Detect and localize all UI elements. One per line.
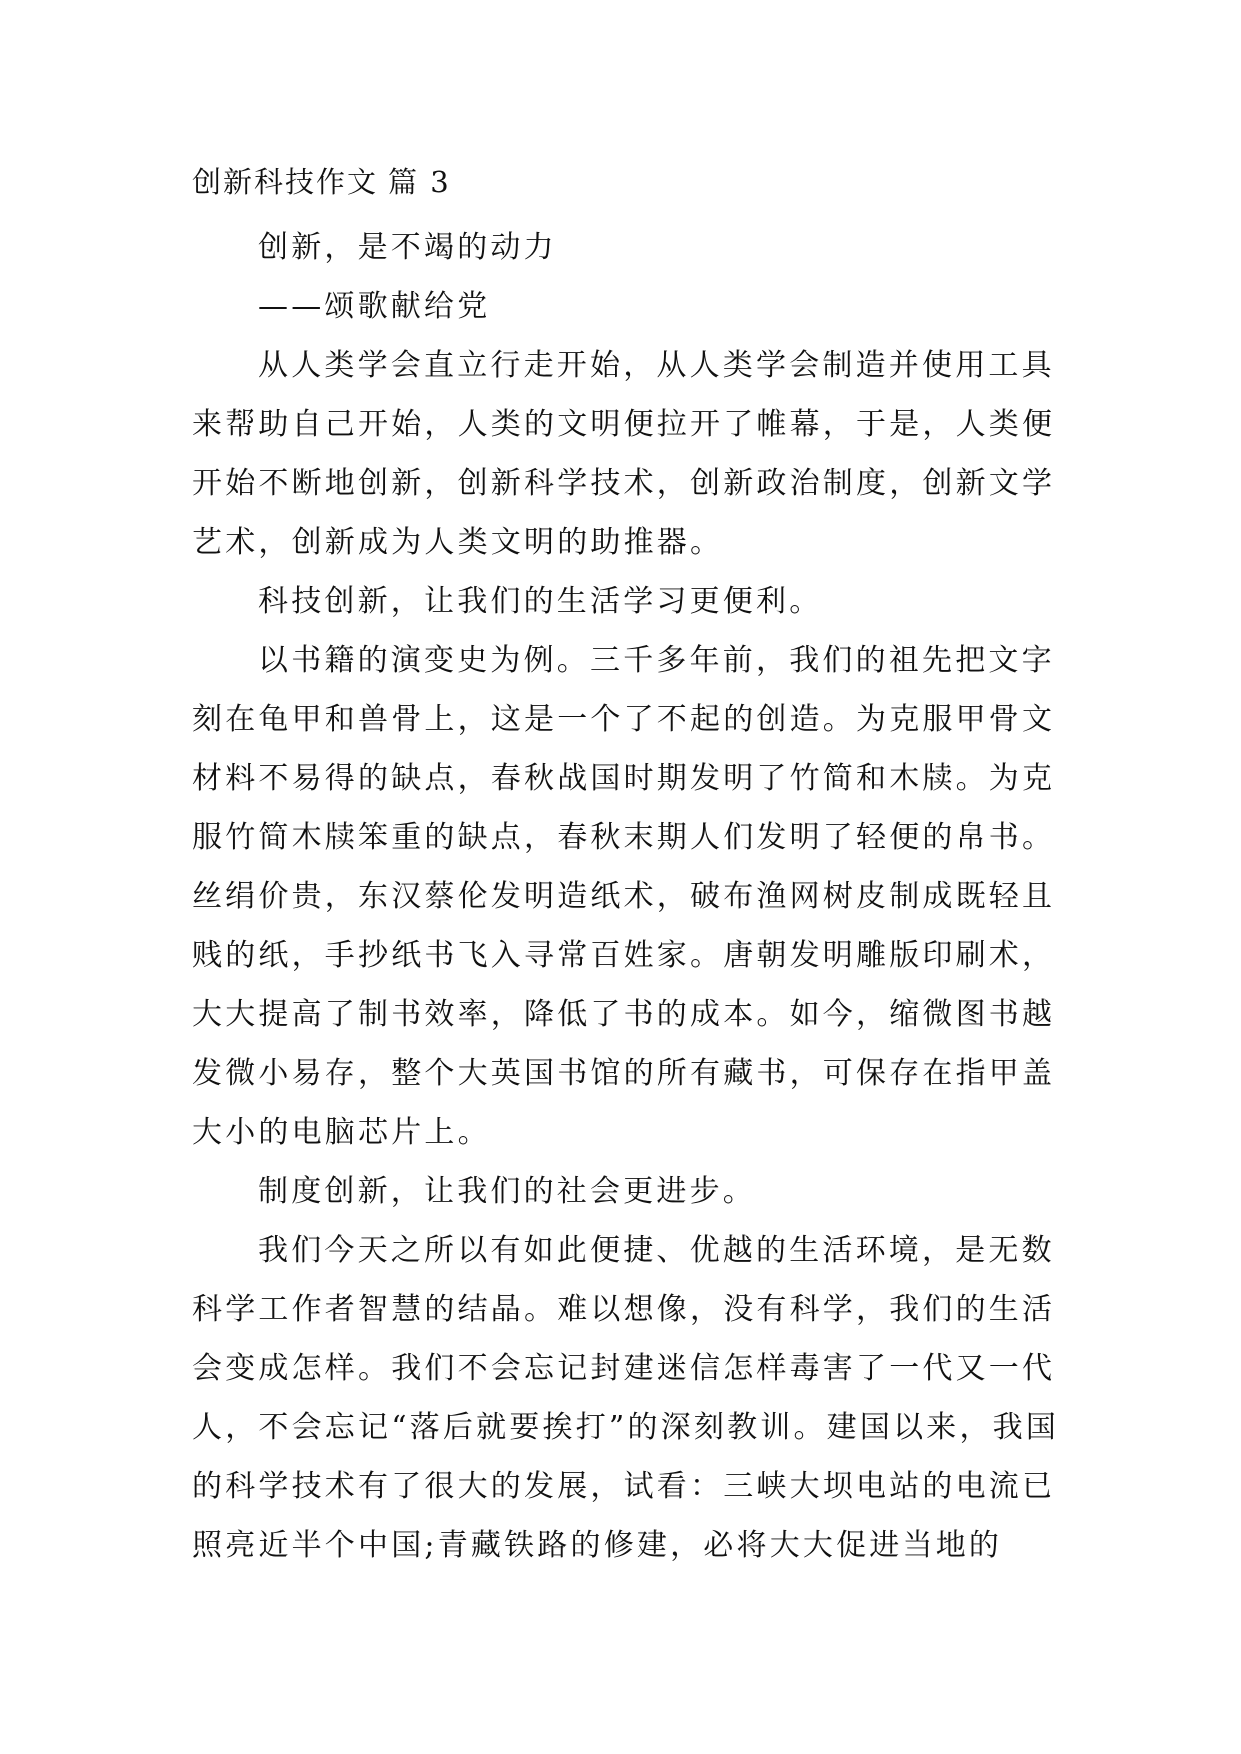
document-body xyxy=(192,218,1062,1575)
title-number: 篇 3 xyxy=(388,165,451,199)
document-title xyxy=(192,160,451,204)
dedication-line: ——颂歌献给党 xyxy=(258,289,491,324)
section-heading-system: 制度创新，让我们的社会更进步。 xyxy=(258,1174,756,1209)
paragraph: 我们今天之所以有如此便捷、优越的生活环境，是无数科学工作者智慧的结晶。难以想像，没有科学，我们的生活会变成怎样。我们不会忘记封建迷信怎样毒害了一代又一代人，不会忘记“落后就要挨打”的深刻教训。建国以来，我国的科学技术有了很大的发展，试看：三峡大坝电站的电流已照亮近半个中国;青藏铁路的修建，必将大大促进当地的 xyxy=(192,1233,1060,1563)
subtitle-heading: 创新，是不竭的动力 xyxy=(258,230,557,265)
paragraph: 从人类学会直立行走开始，从人类学会制造并使用工具来帮助自己开始，人类的文明便拉开了帷幕，于是，人类便开始不断地创新，创新科学技术，创新政治制度，创新文学艺术，创新成为人类文明的助推器。 xyxy=(192,348,1056,560)
paragraph: 以书籍的演变史为例。三千多年前，我们的祖先把文字刻在龟甲和兽骨上，这是一个了不起的创造。为克服甲骨文材料不易得的缺点，春秋战国时期发明了竹简和木牍。为克服竹简木牍笨重的缺点，春秋末期人们发明了轻便的帛书。丝绢价贵，东汉蔡伦发明造纸术，破布渔网树皮制成既轻且贱的纸，手抄纸书飞入寻常百姓家。唐朝发明雕版印刷术，大大提高了制书效率，降低了书的成本。如今，缩微图书越发微小易存，整个大英国书馆的所有藏书，可保存在指甲盖大小的电脑芯片上。 xyxy=(192,643,1056,1150)
section-heading-tech: 科技创新，让我们的生活学习更便利。 xyxy=(258,584,823,619)
title-text: 创新科技作文 xyxy=(192,165,379,199)
